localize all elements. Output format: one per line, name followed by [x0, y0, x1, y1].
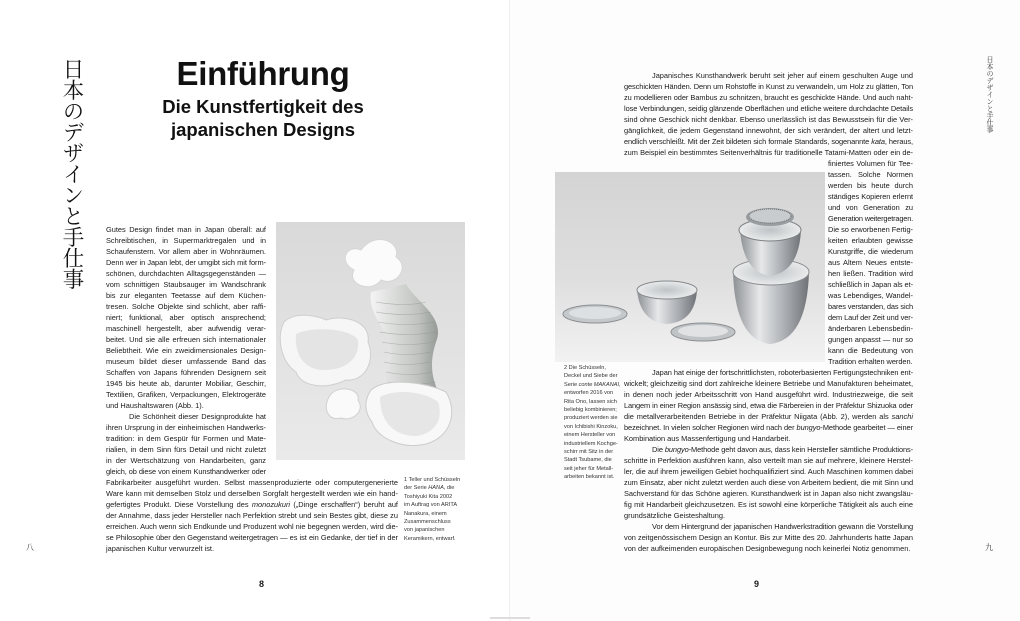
text-line: rialien, in dem Sinn fürs Detail und nicht zuletzt	[106, 445, 266, 454]
text-line: lose Verbindungen, seidig glänzende Oberflächen und etliche weitere durchdachte Details	[624, 104, 913, 113]
caption-line: schirr mit Sitz in der	[564, 449, 614, 456]
text-line: Kombination aus Massenfertigung und Handarbeit.	[624, 434, 791, 443]
text-segment: Serie	[564, 381, 579, 388]
text-line: Schaffen von Japans führenden Designern seit	[106, 368, 266, 377]
text-line: zum Einsatz, aber nicht zuletzt werden auch diese von Arbeitern bedient, die mit Sinn und	[624, 478, 913, 487]
text-segment: ,	[619, 381, 621, 388]
text-line: Die Schönheit dieser Designprodukte hat	[129, 412, 266, 421]
text-line	[106, 499, 398, 510]
text-line: japanischen Kultur verwurzelt ist.	[106, 544, 215, 553]
figure-1-photo	[276, 222, 465, 460]
caption-line: einem Hersteller von	[564, 432, 616, 439]
text-line: ihren Ursprung in der einheimischen Handwerks-	[106, 423, 266, 432]
text-segment: („Dinge erschaffen“) beruht auf	[290, 500, 398, 509]
caption-line: Rita Ono, lassen sich	[564, 398, 617, 405]
text-segment: bezeichnet. In vielen solcher Regionen wird nach der	[624, 423, 797, 432]
caption-line: Zusammenschluss	[404, 519, 451, 526]
margin-numeral-right: 九	[985, 543, 993, 552]
caption-line: Nanakura, einem	[404, 510, 447, 517]
text-line: ständiges Kopieren erlernt	[828, 192, 913, 201]
text-line: grundsätzliche Geisteshaltung.	[624, 511, 726, 520]
text-line: niert; funktional, aber optisch ansprechend;	[106, 313, 266, 322]
text-line: gungen anpasst — nur so	[828, 335, 913, 344]
text-line: was Lebendiges, Wandel-	[828, 291, 913, 300]
text-line: sind ohne Geschick nicht denkbar. Ebenso unerlässlich ist das Bewusstsein für die Ver-	[624, 115, 913, 124]
text-line: 1945 bis heute ab, darunter Mobiliar, Geschirr,	[106, 379, 266, 388]
emphasis-text: bungyo	[664, 445, 689, 454]
text-segment: der Serie	[404, 485, 429, 492]
text-line: Die so erworbenen Fertig-	[828, 225, 913, 234]
emphasis-text: conte MAKANAI	[578, 381, 620, 388]
text-line: beitet. Und sie alle erfreuen sich internationaler	[106, 335, 266, 344]
caption-line: 1 Teller und Schüsseln	[404, 477, 461, 483]
margin-numeral-left: 八	[26, 543, 34, 552]
figure-2-caption	[564, 364, 621, 482]
text-line: Vor dem Hintergrund der japanischen Handwerkstradition gewann die Vorstellung	[652, 522, 913, 531]
text-line: tresen. Solche Objekte sind schlicht, aber raffi-	[106, 302, 266, 311]
text-line: von der aufkeimenden europäischen Designbewegung noch keinerlei Notiz genommen.	[624, 544, 911, 553]
text-line: Generation weitergetragen.	[828, 214, 913, 223]
chapter-title: Einführung	[176, 55, 350, 92]
text-line: kann die Bedeutung von	[828, 346, 913, 355]
text-line: werden bis heute durch	[828, 181, 913, 190]
text-line: Beliebtheit. Wie ein zweidimensionales Design-	[106, 346, 266, 355]
text-line	[624, 422, 913, 433]
caption-line: von japanischen	[404, 527, 445, 534]
text-line: se Philosophie über den Gegenstand weitergetragen — es ist ein Gedanke, der tief in der	[106, 533, 398, 542]
text-line: wickelt; gleichzeitig sind dort zahlreiche kleinere Betriebe und Manufakturen beheimatet,	[624, 379, 913, 388]
text-line: Japanisches Kunsthandwerk beruht seit jeher auf einem geschulten Auge und	[652, 71, 913, 80]
text-line: vom schnittigen Staubsauger im Wandschrank	[106, 280, 266, 289]
text-segment: , heraus,	[884, 137, 913, 146]
text-line: der Annahme, dass jeder Hersteller nach Perfektion strebt und sein Bestes gibt, diese zu	[106, 511, 398, 520]
text-line: Textilien, Grafiken, Verpackungen, Elektrogeräte	[106, 390, 266, 399]
caption-line	[404, 484, 474, 492]
text-line: von zeitgenössischem Design an Kontur. Bis zur Mitte des 20. Jahrhunderts hatte Japan	[624, 533, 913, 542]
text-line: dem Lauf der Zeit und ver-	[828, 313, 914, 322]
subtitle-line: japanischen Designs	[170, 119, 356, 140]
page-number-left: 8	[259, 579, 265, 589]
text-line: schönen, durchdachten Alltagsgegenständen —	[106, 269, 266, 278]
caption-line	[564, 381, 621, 389]
right-page	[510, 0, 1020, 621]
emphasis-text: sanchi	[891, 412, 913, 421]
caption-line: Deckel und Siebe der	[564, 373, 618, 380]
caption-line: im Auftrag von ARITA	[404, 502, 458, 509]
text-line: maschinell hergestellt, aber aufwendig verar-	[106, 324, 266, 333]
text-line: änderbaren Lebensbedin-	[828, 324, 913, 333]
text-line: fig mit Handarbeit gleichzusetzen. Es ist sowohl eine körperliche Tätigkeit als auch eine	[624, 500, 913, 509]
text-line: aus Altem Neues entste-	[828, 258, 913, 267]
caption-line: Toshiyuki Kita 2002	[404, 493, 453, 500]
text-line: zum Beispiel ein bestimmtes Seitenverhältnis für traditionelle Tatami-Matten oder ein de-	[624, 148, 913, 157]
text-line	[652, 444, 913, 455]
chapter-subtitle	[110, 95, 416, 141]
caption-line: produziert werden sie	[564, 415, 618, 422]
text-line: Denn wer in Japan lebt, der umgibt sich mit form-	[106, 258, 266, 267]
text-line: Langem in einer Region ansässig sind, etwa die Färbereien in der Präfektur Shizuoka oder	[624, 401, 913, 410]
text-line: in denen noch jeder Arbeitsschritt von Hand ausgeführt wird. Industriezweige, die seit	[624, 390, 913, 399]
text-line: gänglichkeit, die jedem Gegenstand innewohnt, der sich verändert, der altert und letzt-	[624, 126, 913, 135]
text-segment: , die	[443, 485, 455, 492]
text-line: geschickten Händen. Denn um Rohstoffe in Kunst zu verwandeln, um Holz zu glätten, Ton	[624, 82, 913, 91]
page-number-right: 9	[754, 579, 760, 589]
text-line: schließlich in Japan als et-	[828, 280, 913, 289]
running-head-japanese: 日本のデザインと手仕事	[986, 56, 994, 133]
text-line: Gutes Design findet man in Japan überall: auf	[106, 225, 266, 234]
text-segment: die metallverarbeitenden Betriebe in der Präfektur Niigata (Abb. 2), werden als	[624, 412, 892, 421]
figure-1-caption	[404, 476, 474, 543]
emphasis-text: kata	[871, 137, 885, 146]
text-line: zu modellieren oder Bambus zu schnitzen, braucht es geschickte Hände. Und auch naht-	[624, 93, 913, 102]
text-line: Japan hat einige der fortschrittlichsten, roboterbasierten Fertigungstechniken ent-	[652, 368, 913, 377]
text-line: in der Wertschätzung von Handarbeiten, ganz	[106, 456, 266, 465]
subtitle-line: Die Kunstfertigkeit des	[162, 96, 364, 117]
page-edge-mark	[490, 617, 530, 619]
caption-line: Keramikern, entwarf.	[404, 535, 456, 542]
text-line: bares verstanden, das sich	[828, 302, 913, 311]
text-segment: -Methode geht davon aus, dass kein Hersteller sämtliche Produktions-	[688, 445, 914, 454]
text-line: Sachverstand für das Schöne agieren. Kunsthandwerk ist in Japan also nicht zwangsläu-	[624, 489, 913, 498]
body-text-right	[624, 70, 913, 555]
text-line: erreichen. Auch wenn sich Endkunde und Produzent wohl nie begegnen werden, wird die-	[106, 522, 398, 531]
text-line: tradition: in dem Gespür für Formen und Mate-	[106, 434, 266, 443]
caption-line: industriellem Kochge-	[564, 440, 618, 447]
text-segment: Die	[652, 445, 665, 454]
text-line: tassen. Solche Normen	[828, 170, 913, 179]
text-line: hen ließen. Tradition wird	[828, 269, 913, 278]
text-line: Schreibtischen, in Supermarktregalen und in	[106, 236, 266, 245]
text-line: finiertes Volumen für Tee-	[828, 159, 913, 168]
text-line: Tradition erhalten werden.	[828, 357, 913, 366]
text-line: gleich, ob diese von einem Kunsthandwerker oder	[106, 467, 266, 476]
caption-line: Stadt Tsubame, die	[564, 457, 612, 464]
text-line: und von Generation zu	[828, 203, 913, 212]
text-line: und Haushaltswaren (Abb. 1).	[106, 401, 204, 410]
text-line	[624, 136, 913, 147]
caption-line: arbeiten bekannt ist.	[564, 474, 615, 481]
caption-line: 2 Die Schüsseln,	[564, 365, 606, 371]
emphasis-text: bungyo	[796, 423, 821, 432]
side-title-japanese: 日本のデザインと手仕事	[59, 58, 84, 289]
text-line: ler, die auf ihrem jeweiligen Gebiet hochqualifiziert sind. Auch Maschinen kommen dabei	[624, 467, 913, 476]
text-line: museum bildet dieser umfassende Band das	[106, 357, 266, 366]
text-line: bis zur eleganten Teetasse auf dem Küchen-	[106, 291, 266, 300]
caption-line: entworfen 2016 von	[564, 390, 614, 397]
caption-line: seit jeher für Metall-	[564, 465, 614, 472]
text-line: Kunstgriffe, die wiederum	[828, 247, 913, 256]
text-line: Schaufenstern. Vor allem aber in Wohnräumen.	[106, 247, 266, 256]
text-segment: endlich verschleißt. Mit der Zeit bildeten sich formale Standards, sogenannte	[624, 137, 872, 146]
text-line	[624, 411, 913, 422]
caption-line: beliebig kombinieren;	[564, 407, 617, 414]
text-line: Fabrikarbeiter ausgeführt wurden. Selbst massenproduzierte oder computergenerierte	[106, 478, 398, 487]
caption-line: von Ichibishi Kinzoku,	[564, 423, 618, 430]
text-line: schritte in Perfektion ausführen kann, also verteilt man sie auf mehrere, kleinere Herstel-	[624, 456, 913, 465]
text-line: Ware kann mit demselben Stolz und derselben Sorgfalt hergestellt werden wie ein hand-	[106, 489, 398, 498]
text-line: keiten erlaubten gewisse	[828, 236, 913, 245]
text-segment: -Methode gearbeitet — einer	[820, 423, 913, 432]
text-segment: gefertigtes Produkt. Diese Vorstellung des	[106, 500, 252, 509]
emphasis-text: HANA	[428, 485, 444, 492]
emphasis-text: monozukuri	[251, 500, 291, 509]
